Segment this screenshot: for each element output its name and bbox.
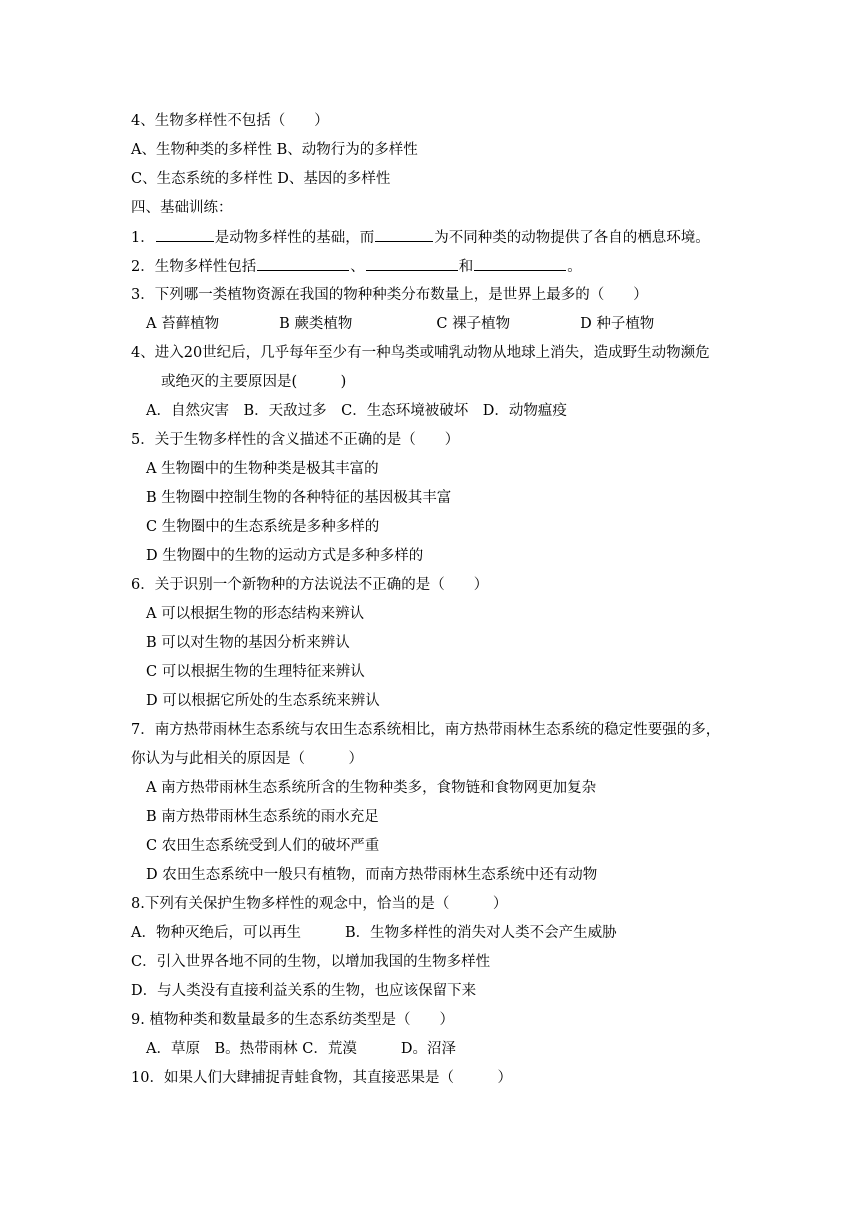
question-5-option-c: C 生物圈中的生态系统是多种多样的 (146, 519, 380, 535)
answer-blank[interactable] (257, 255, 349, 271)
fill-question-2 (131, 255, 582, 277)
answer-blank[interactable] (375, 226, 433, 242)
question-4-stem: 4、生物多样性不包括（ ） (131, 113, 329, 129)
question-8-stem: 8.下列有关保护生物多样性的观念中，恰当的是（ ） (131, 896, 508, 912)
question-9-stem: 9. 植物种类和数量最多的生态系纺类型是（ ） (131, 1012, 454, 1028)
answer-blank[interactable] (156, 226, 214, 242)
fill-question-2-end: 。 (567, 259, 582, 275)
question-8-option-d: D．与人类没有直接利益关系的生物，也应该保留下来 (131, 983, 477, 999)
question-7-option-a: A 南方热带雨林生态系统所含的生物种类多，食物链和食物网更加复杂 (146, 780, 597, 796)
question-7-option-c: C 农田生态系统受到人们的破坏严重 (146, 838, 380, 854)
option-b: B 蕨类植物 (279, 316, 353, 332)
question-7-option-b: B 南方热带雨林生态系统的雨水充足 (146, 809, 379, 825)
question-4-options-cd: C、生态系统的多样性 D、基因的多样性 (131, 171, 391, 187)
fill-question-2-and: 和 (458, 259, 474, 275)
question-7-stem-line1: 7．南方热带雨林生态系统与农田生态系统相比，南方热带雨林生态系统的稳定性要强的多， (131, 722, 721, 738)
options-abc: A．草原 B。热带雨林 C．荒漠 (146, 1041, 357, 1057)
question-8-options-ab (131, 922, 617, 944)
question-10-stem: 10．如果人们大肆捕捉青蛙食物，其直接恶果是（ ） (131, 1070, 512, 1086)
option-a: A．物种灭绝后，可以再生 (131, 925, 301, 941)
question-4b-stem-line2: 或绝灭的主要原因是( ) (161, 374, 347, 390)
option-b: B．生物多样性的消失对人类不会产生威胁 (344, 925, 617, 941)
fill-question-1-number: 1． (131, 230, 155, 246)
question-5-option-b: B 生物圈中控制生物的各种特征的基因极其丰富 (146, 490, 452, 506)
fill-question-1 (131, 226, 710, 248)
question-5-option-d: D 生物圈中的生物的运动方式是多种多样的 (146, 548, 424, 564)
answer-blank[interactable] (474, 255, 566, 271)
question-3-stem: 3．下列哪一类植物资源在我国的物种种类分布数量上，是世界上最多的（ ） (131, 287, 648, 303)
question-6-option-d: D 可以根据它所处的生态系统来辨认 (146, 693, 380, 709)
section-heading-basic-training: 四、基础训练： (131, 200, 233, 216)
fill-question-1-text-b: 为不同种类的动物提供了各自的栖息环境。 (434, 230, 710, 246)
question-5-stem: 5．关于生物多样性的含义描述不正确的是（ ） (131, 432, 460, 448)
answer-blank[interactable] (366, 255, 458, 271)
fill-question-1-text-a: 是动物多样性的基础，而 (214, 230, 375, 246)
question-6-stem: 6．关于识别一个新物种的方法说法不正确的是（ ） (131, 577, 489, 593)
question-7-stem-line2: 你认为与此相关的原因是（ ） (131, 751, 363, 767)
question-3-options (146, 313, 654, 335)
question-4b-options: A．自然灾害 B．天敌过多 C．生态环境被破坏 D．动物瘟疫 (146, 403, 567, 419)
option-a: A 苔藓植物 (146, 316, 220, 332)
question-4b-stem-line1: 4、进入20世纪后，几乎每年至少有一种鸟类或哺乳动物从地球上消失，造成野生动物濒危 (131, 345, 710, 361)
fill-question-2-text-a: 2．生物多样性包括 (131, 259, 257, 275)
question-6-option-b: B 可以对生物的基因分析来辨认 (146, 635, 350, 651)
fill-question-2-separator: 、 (350, 259, 365, 275)
question-4-options-ab: A、生物种类的多样性 B、动物行为的多样性 (131, 142, 418, 158)
question-6-option-a: A 可以根据生物的形态结构来辨认 (146, 606, 365, 622)
question-7-option-d: D 农田生态系统中一般只有植物，而南方热带雨林生态系统中还有动物 (146, 867, 598, 883)
question-6-option-c: C 可以根据生物的生理特征来辨认 (146, 664, 365, 680)
option-d: D 种子植物 (580, 316, 655, 332)
question-5-option-a: A 生物圈中的生物种类是极其丰富的 (146, 461, 379, 477)
option-c: C 裸子植物 (436, 316, 511, 332)
question-9-options (146, 1038, 456, 1060)
question-8-option-c: C．引入世界各地不同的生物，以增加我国的生物多样性 (131, 954, 491, 970)
option-d: D。沼泽 (400, 1041, 456, 1057)
